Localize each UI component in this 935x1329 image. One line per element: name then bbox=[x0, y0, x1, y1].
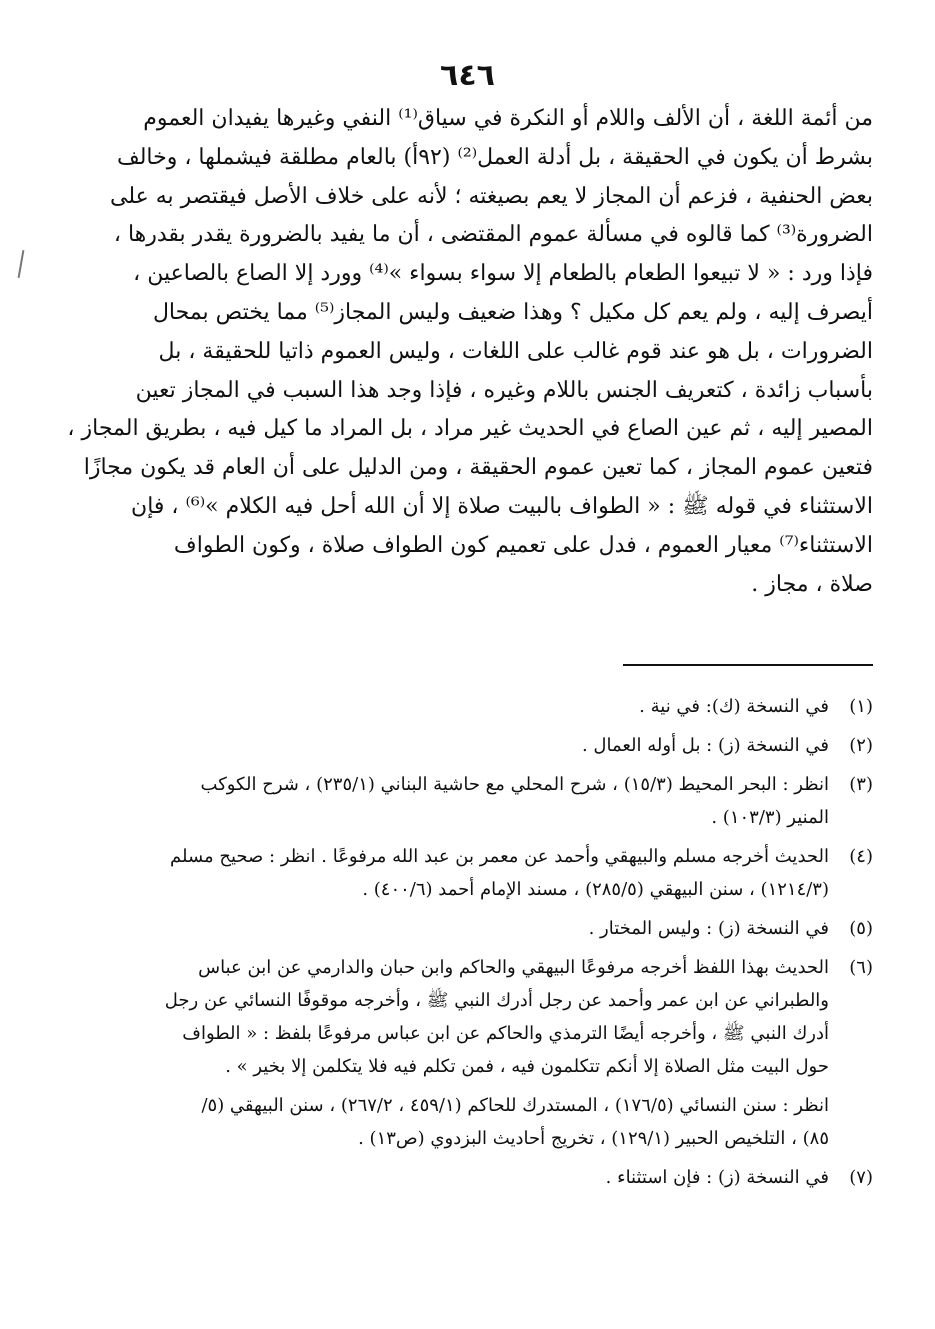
text-line: بشرط أن يكون في الحقيقة ، بل أدلة العمل⁽²⁾ (٩٢أ) بالعام مطلقة فيشملها ، وخالف bbox=[116, 144, 873, 170]
footnote-line: أدرك النبي ﷺ ، وأخرجه أيضًا الترمذي والحاكم عن ابن عباس مرفوعًا بلفظ : « الطواف bbox=[182, 1023, 829, 1044]
footnote-number: (٦) bbox=[849, 957, 873, 978]
footnote-number: (١) bbox=[849, 696, 873, 717]
footnote-text bbox=[61, 1089, 829, 1155]
text-line: فتعين عموم المجاز ، كما تعين عموم الحقيقة ، ومن الدليل على أن العام قد يكون مجازًا bbox=[83, 455, 873, 481]
footnote-number: (٣) bbox=[849, 774, 873, 795]
text-line: بعض الحنفية ، فزعم أن المجاز لا يعم بصيغته ؛ لأنه على خلاف الأصل فيقتصر به على bbox=[109, 183, 873, 209]
footnote-line: حول البيت مثل الصلاة إلا أنكم تتكلمون فيه ، فمن تكلم فيه فلا يتكلمن إلا بخير » . bbox=[225, 1056, 829, 1077]
footnote-number: (٧) bbox=[849, 1167, 873, 1188]
footnotes bbox=[61, 690, 873, 1200]
text-line: بأسباب زائدة ، كتعريف الجنس باللام وغيره ، فإذا وجد هذا السبب في المجاز تعين bbox=[135, 377, 873, 403]
footnote bbox=[61, 690, 873, 723]
footnote-text bbox=[61, 912, 829, 945]
footnote-text bbox=[61, 768, 829, 834]
footnote-text bbox=[61, 1161, 829, 1194]
footnote-text bbox=[61, 951, 829, 1083]
footnote-line: في النسخة (ك): في نية . bbox=[639, 696, 829, 717]
footnote bbox=[61, 1089, 873, 1155]
footnote-line: (١٢١٤/٣) ، سنن البيهقي (٢٨٥/٥) ، مسند الإمام أحمد (٤٠٠/٦) . bbox=[362, 879, 829, 900]
text-line: الاستثناء⁽⁷⁾ معيار العموم ، فدل على تعميم كون الطواف صلاة ، وكون الطواف bbox=[173, 532, 873, 558]
text-line: من أئمة اللغة ، أن الألف واللام أو النكرة في سياق⁽¹⁾ النفي وغيرها يفيدان العموم bbox=[143, 106, 873, 131]
footnote-line: انظر : البحر المحيط (١٥/٣) ، شرح المحلي مع حاشية البناني (٢٣٥/١) ، شرح الكوكب bbox=[200, 774, 829, 795]
text-line: أيصرف إليه ، ولم يعم كل مكيل ؟ وهذا ضعيف وليس المجاز⁽⁵⁾ مما يختص بمحال bbox=[152, 299, 873, 325]
text-line: الضرورة⁽³⁾ كما قالوه في مسألة عموم المقتضى ، أن ما يفيد بالضرورة يقدر بقدرها ، bbox=[113, 222, 873, 248]
footnote-line: في النسخة (ز) : فإن استثناء . bbox=[605, 1167, 829, 1188]
margin-pencil-mark bbox=[18, 250, 25, 278]
footnote bbox=[61, 729, 873, 762]
footnote-number: (٤) bbox=[849, 846, 873, 867]
footnote-text bbox=[61, 729, 829, 762]
footnote-line: في النسخة (ز) : وليس المختار . bbox=[588, 918, 829, 939]
footnote-line: الحديث أخرجه مسلم والبيهقي وأحمد عن معمر بن عبد الله مرفوعًا . انظر : صحيح مسلم bbox=[170, 846, 829, 867]
main-text bbox=[61, 100, 873, 604]
footnote bbox=[61, 840, 873, 906]
text-line: الضرورات ، بل هو عند قوم غالب على اللغات ، وليس العموم ذاتيا للحقيقة ، بل bbox=[158, 338, 873, 364]
text-line: الاستثناء في قوله ﷺ : « الطواف بالبيت صلاة إلا أن الله أحل فيه الكلام »⁽⁶⁾ ، فإن bbox=[131, 493, 873, 519]
footnote-line: المنير (١٠٣/٣) . bbox=[711, 807, 829, 828]
footnote-line: ٨٥) ، التلخيص الحبير (١٢٩/١) ، تخريج أحاديث البزدوي (ص١٣) . bbox=[358, 1128, 829, 1149]
footnote-number: (٢) bbox=[849, 735, 873, 756]
footnote bbox=[61, 951, 873, 1083]
footnote-text bbox=[61, 690, 829, 723]
footnote-separator bbox=[623, 664, 873, 666]
footnote bbox=[61, 1161, 873, 1194]
footnote-line: في النسخة (ز) : بل أوله العمال . bbox=[581, 735, 829, 756]
footnote bbox=[61, 912, 873, 945]
footnote-line: والطبراني عن ابن عمر وأحمد عن رجل أدرك النبي ﷺ ، وأخرجه موقوفًا النسائي عن رجل bbox=[164, 990, 829, 1011]
footnote-line: انظر : سنن النسائي (١٧٦/٥) ، المستدرك للحاكم (٤٥٩/١ ، ٢٦٧/٢) ، سنن البيهقي (٥/ bbox=[201, 1095, 829, 1116]
page-number: ٦٤٦ bbox=[440, 58, 495, 93]
footnote-text bbox=[61, 840, 829, 906]
text-line: فإذا ورد : « لا تبيعوا الطعام بالطعام إلا سواء بسواء »⁽⁴⁾ وورد إلا الصاع بالصاعين ، bbox=[133, 261, 873, 287]
footnote-line: الحديث بهذا اللفظ أخرجه مرفوعًا البيهقي والحاكم وابن حبان والدارمي عن ابن عباس bbox=[198, 957, 829, 978]
text-line: صلاة ، مجاز . bbox=[751, 571, 873, 597]
footnote bbox=[61, 768, 873, 834]
footnote-number: (٥) bbox=[849, 918, 873, 939]
text-line: المصير إليه ، ثم عين الصاع في الحديث غير مراد ، بل المراد ما كيل فيه ، بطريق المجاز ، bbox=[67, 416, 873, 442]
